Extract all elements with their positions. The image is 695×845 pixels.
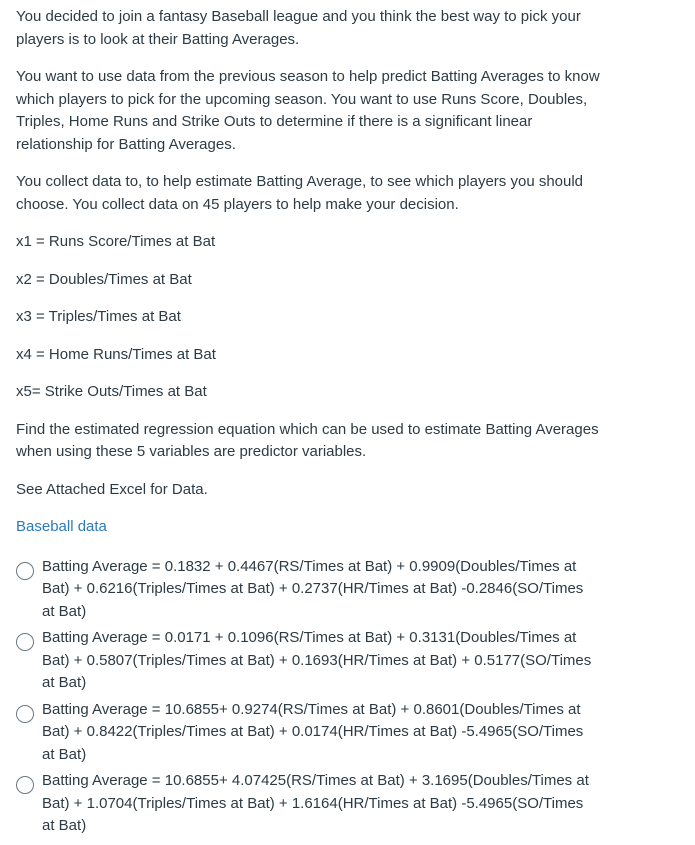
radio-button-2[interactable] [16, 633, 34, 651]
variable-x1: x1 = Runs Score/Times at Bat [16, 233, 216, 250]
intro-paragraph: You decided to join a fantasy Baseball league and you think the best way to pick your players is to look at their Batting Averages. [16, 8, 581, 48]
radio-button-3[interactable] [16, 705, 34, 723]
variable-x3: x3 = Triples/Times at Bat [16, 308, 181, 325]
answer-option-4[interactable] [16, 770, 670, 838]
answer-text-1[interactable]: Batting Average = 0.1832 + 0.4467(RS/Times at Bat) + 0.9909(Doubles/Times at Bat) + 0.6216(Triples/Times at Bat) + 0.2737(HR/Times at Bat) -0.2846(SO/Times at Bat) [42, 557, 584, 620]
answer-text-2[interactable]: Batting Average = 0.0171 + 0.1096(RS/Times at Bat) + 0.3131(Doubles/Times at Bat) + 0.5807(Triples/Times at Bat) + 0.1693(HR/Times at Bat) + 0.5177(SO/Times at Bat) [42, 629, 592, 691]
answer-option-3[interactable] [16, 699, 670, 767]
variable-list [16, 231, 670, 404]
task-paragraph: Find the estimated regression equation which can be used to estimate Batting Averages when using these 5 variables are predictor variables. [16, 420, 599, 460]
answer-text-4[interactable]: Batting Average = 10.6855+ 4.07425(RS/Times at Bat) + 3.1695(Doubles/Times at Bat) + 1.0704(Triples/Times at Bat) + 1.6164(HR/Times at Bat) -5.4965(SO/Times at Bat) [42, 772, 589, 834]
variable-x5: x5= Strike Outs/Times at Bat [16, 383, 207, 400]
radio-button-4[interactable] [16, 776, 34, 794]
answer-text-3[interactable]: Batting Average = 10.6855+ 0.9274(RS/Times at Bat) + 0.8601(Doubles/Times at Bat) + 0.8422(Triples/Times at Bat) + 0.0174(HR/Times at Bat) -5.4965(SO/Times at Bat) [42, 700, 584, 763]
radio-button-1[interactable] [16, 562, 34, 580]
answer-options [16, 556, 670, 838]
collect-paragraph: You collect data to, to help estimate Batting Average, to see which players you should choose. You collect data on 45 players to help make your decision. [16, 173, 584, 213]
answer-option-2[interactable] [16, 627, 670, 695]
baseball-data-link[interactable]: Baseball data [16, 518, 107, 535]
variable-x2: x2 = Doubles/Times at Bat [16, 270, 192, 288]
goal-paragraph: You want to use data from the previous season to help predict Batting Averages to know which players to pick for the upcoming season. You want to use Runs Score, Doubles, Triples, Home Runs and Strike Outs to determine if there is a significant linear relationship for Batting Averages. [16, 68, 600, 153]
variable-x4: x4 = Home Runs/Times at Bat [16, 345, 216, 363]
answer-option-1[interactable] [16, 556, 670, 624]
attachment-note: See Attached Excel for Data. [16, 480, 208, 498]
